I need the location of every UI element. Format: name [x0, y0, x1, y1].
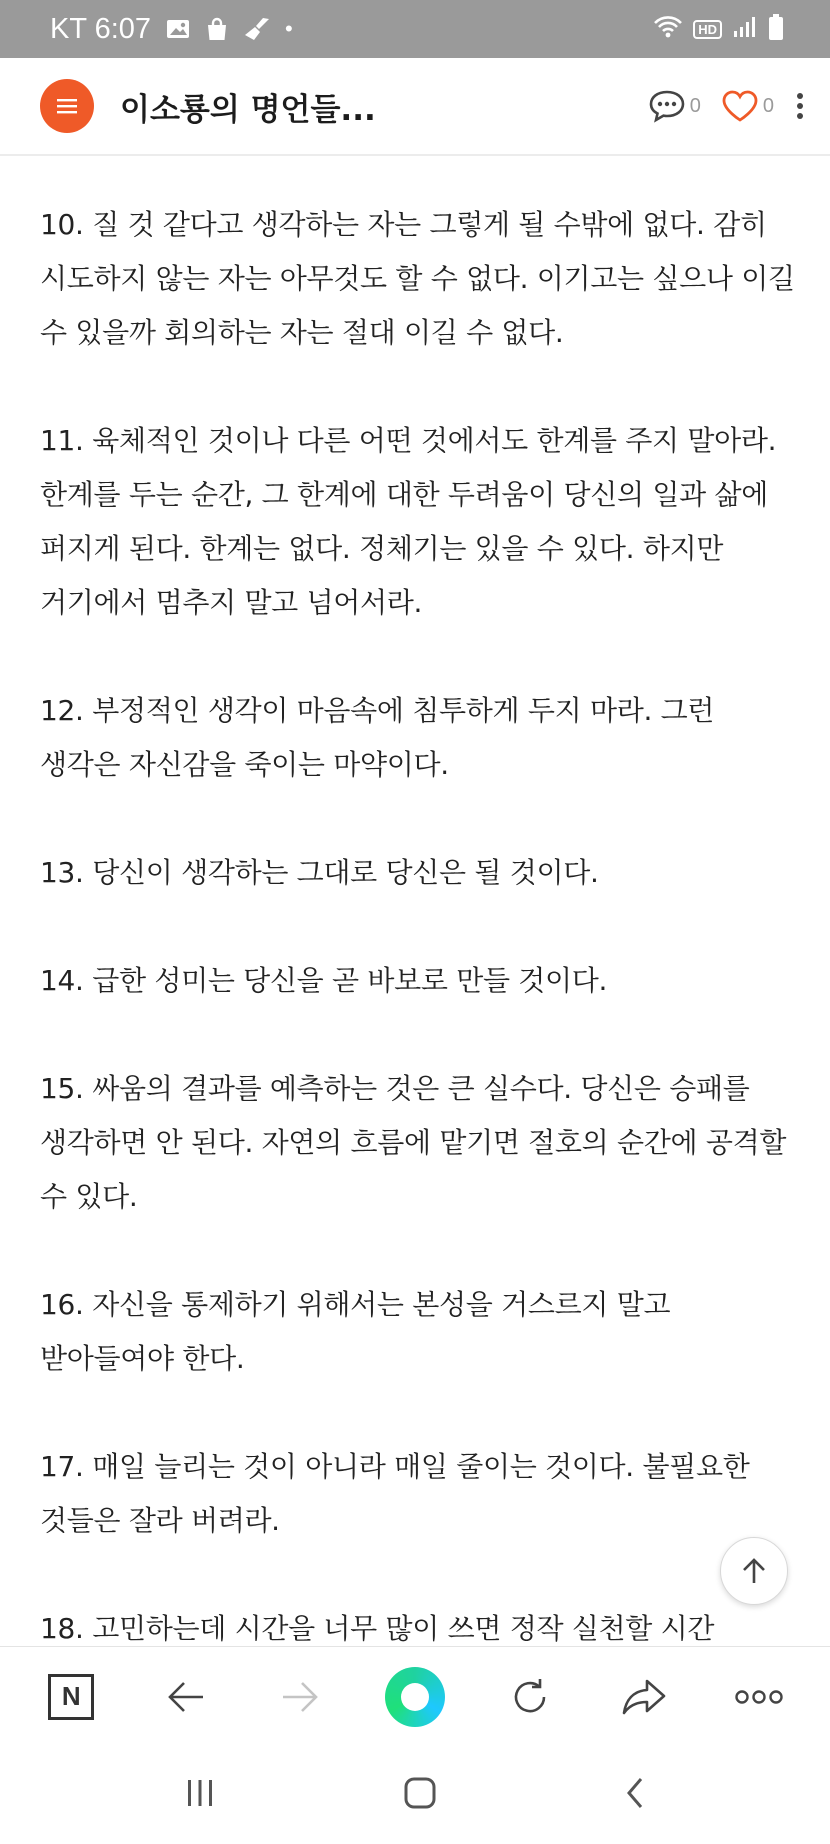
quote-paragraph: 12. 부정적인 생각이 마음속에 침투하게 두지 마라. 그런 생각은 자신감을 죽이는 마약이다.: [40, 694, 715, 781]
app-header: [0, 58, 830, 156]
home-button[interactable]: [402, 1775, 438, 1815]
carrier-time: KT 6:07: [50, 12, 152, 45]
more-dots-icon: [734, 1689, 784, 1705]
forward-arrow-icon: [280, 1680, 320, 1714]
like-button[interactable]: [721, 89, 788, 123]
naver-home-button[interactable]: [26, 1657, 116, 1737]
comment-icon: [648, 89, 686, 123]
wifi-icon: [653, 15, 683, 44]
article-body: [0, 158, 830, 1646]
more-button[interactable]: [794, 91, 806, 121]
nav-back-icon: [623, 1775, 647, 1811]
back-arrow-icon: [166, 1680, 206, 1714]
quote-paragraph: 14. 급한 성미는 당신을 곧 바보로 만들 것이다.: [40, 964, 608, 997]
page-title: 이소룡의 명언들...: [120, 91, 376, 128]
quote-paragraph: 17. 매일 늘리는 것이 아니라 매일 줄이는 것이다. 불필요한 것들은 잘라 버려라.: [40, 1450, 750, 1537]
arrow-up-icon: [739, 1556, 769, 1586]
notification-dot: •: [285, 16, 293, 41]
quote-paragraph: 15. 싸움의 결과를 예측하는 것은 큰 실수다. 당신은 승패를 생각하면 안 된다. 자연의 흐름에 맡기면 절호의 순간에 공격할 수 있다.: [40, 1072, 787, 1213]
gallery-icon: [165, 17, 191, 41]
share-button[interactable]: [599, 1657, 689, 1737]
green-ring-icon: [385, 1667, 445, 1727]
hd-badge: HD: [693, 20, 722, 39]
more-menu-button[interactable]: [714, 1657, 804, 1737]
scroll-top-button[interactable]: [720, 1537, 788, 1605]
comment-button[interactable]: [648, 89, 715, 123]
quote-paragraph: 10. 질 것 같다고 생각하는 자는 그렇게 될 수밖에 없다. 감히 시도하지 않는 자는 아무것도 할 수 없다. 이기고는 싶으나 이길 수 있을까 회의하는 자는 절대 이길 수 없다.: [40, 208, 795, 349]
broom-icon: [243, 16, 271, 42]
naver-logo: N: [48, 1674, 94, 1720]
menu-button[interactable]: [40, 79, 94, 133]
green-dot-button[interactable]: [370, 1657, 460, 1737]
refresh-icon: [509, 1676, 551, 1718]
heart-icon: [721, 89, 759, 123]
home-icon: [402, 1775, 438, 1811]
quote-paragraph: 16. 자신을 통제하기 위해서는 본성을 거스르지 말고 받아들여야 한다.: [40, 1288, 671, 1375]
back-button[interactable]: [141, 1657, 231, 1737]
quote-paragraph: 11. 육체적인 것이나 다른 어떤 것에서도 한계를 주지 말아라. 한계를 두는 순간, 그 한계에 대한 두려움이 당신의 일과 삶에 퍼지게 된다. 한계는 없다. 정체기는 있을 수 있다. 하지만 거기에서 멈추지 말고 넘어서라.: [40, 424, 777, 619]
browser-toolbar: [0, 1646, 830, 1746]
menu-icon: [55, 96, 79, 116]
system-nav-bar: [0, 1746, 830, 1844]
quote-paragraph: 18. 고민하는데 시간을 너무 많이 쓰면 정작 실천할 시간: [40, 1612, 715, 1645]
recent-apps-button[interactable]: [183, 1777, 217, 1813]
quote-paragraph: 13. 당신이 생각하는 그대로 당신은 될 것이다.: [40, 856, 599, 889]
recent-apps-icon: [183, 1777, 217, 1809]
status-bar: [0, 0, 830, 58]
shopping-bag-icon: [205, 16, 229, 42]
battery-icon: [768, 13, 784, 46]
nav-back-button[interactable]: [623, 1775, 647, 1815]
share-icon: [621, 1678, 667, 1716]
comment-count: 0: [689, 94, 701, 117]
like-count: 0: [762, 94, 774, 117]
signal-icon: [732, 15, 758, 44]
refresh-button[interactable]: [485, 1657, 575, 1737]
more-icon: [794, 91, 806, 121]
forward-button[interactable]: [255, 1657, 345, 1737]
